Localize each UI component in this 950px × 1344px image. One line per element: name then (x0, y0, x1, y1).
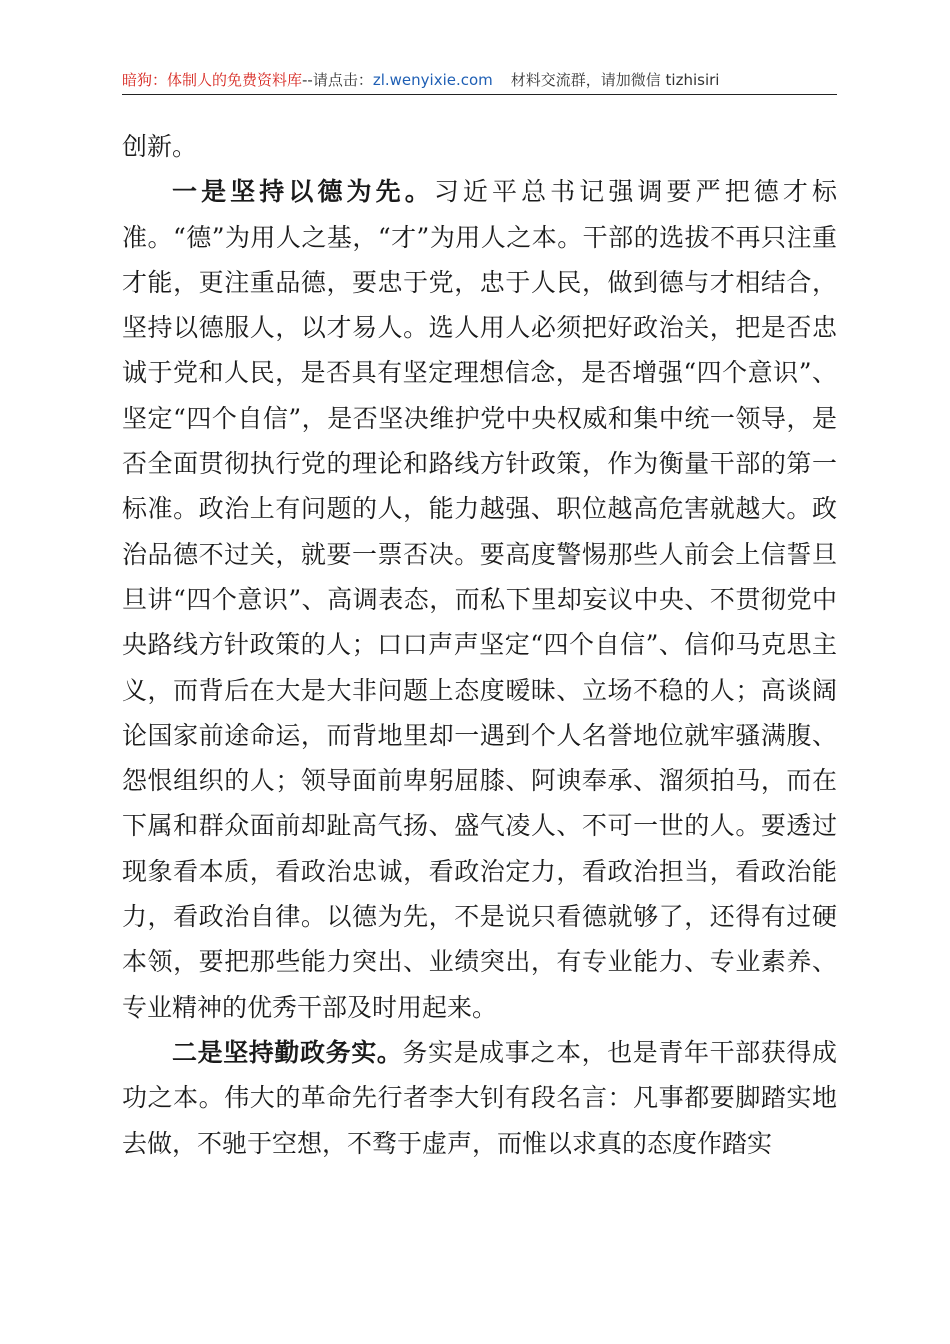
page-header (122, 66, 837, 95)
paragraph-body: 务实是成事之本，也是青年干部获得成功之本。伟大的革命先行者李大钊有段名言：凡事都要脚踏实地去做，不驰于空想，不骛于虚声，而惟以求真的态度作踏实 (122, 1037, 837, 1158)
paragraph-body: 习近平总书记强调要严把德才标准。“德”为用人之基，“才”为用人之本。干部的选拔不再只注重才能，更注重品德，要忠于党，忠于人民，做到德与才相结合，坚持以德服人，以才易人。选人用人必须把好政治关，把是否忠诚于党和人民，是否具有坚定理想信念，是否增强“四个意识”、坚定“四个自信”，是否坚决维护党中央权威和集中统一领导，是否全面贯彻执行党的理论和路线方针政策，作为衡量干部的第一标准。政治上有问题的人，能力越强、职位越高危害就越大。政治品德不过关，就要一票否决。要高度警惕那些人前会上信誓旦旦讲“四个意识”、高调表态，而私下里却妄议中央、不贯彻党中央路线方针政策的人；口口声声坚定“四个自信”、信仰马克思主义，而背后在大是大非问题上态度暧昧、立场不稳的人；高谈阔论国家前途命运，而背地里却一遇到个人名誉地位就牢骚满腹、怨恨组织的人；领导面前卑躬屈膝、阿谀奉承、溜须拍马，而在下属和群众面前却趾高气扬、盛气凌人、不可一世的人。要透过现象看本质，看政治忠诚，看政治定力，看政治担当，看政治能力，看政治自律。以德为先，不是说只看德就够了，还得有过硬本领，要把那些能力突出、业绩突出，有专业能力、专业素养、专业精神的优秀干部及时用起来。 (122, 177, 837, 1022)
paragraph-lead: 二是坚持勤政务实。 (172, 1037, 403, 1067)
document-body (122, 124, 837, 1166)
header-brand: 暗狗：体制人的免费资料库 (122, 71, 303, 89)
paragraph-body: 创新。 (122, 132, 198, 161)
header-url-link[interactable]: zl.wenyixie.com (372, 71, 493, 89)
header-click-prompt: --请点击： (302, 71, 373, 89)
paragraph-continuation (122, 124, 837, 169)
paragraph-lead: 一是坚持以德为先。 (172, 177, 434, 207)
paragraph-point-one (122, 169, 837, 1030)
paragraph-point-two (122, 1030, 837, 1166)
header-contact: 材料交流群，请加微信 tizhisiri (510, 71, 720, 89)
